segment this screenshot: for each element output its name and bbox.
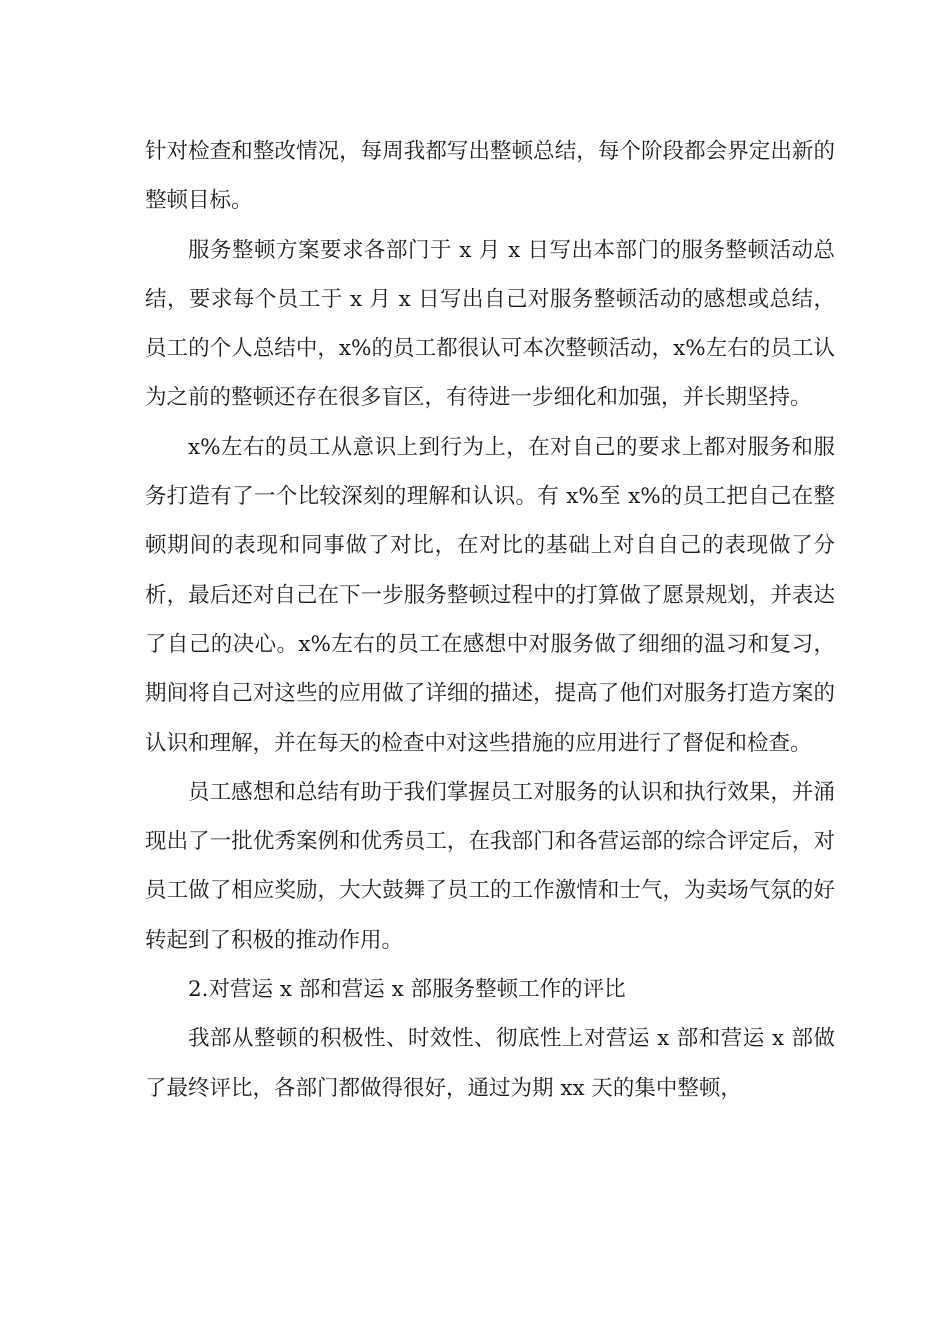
paragraph-feedback-effect: 员工感想和总结有助于我们掌握员工对服务的认识和执行效果，并涌现出了一批优秀案例和优秀员工，在我部门和各营运部的综合评定后，对员工做了相应奖励，大大鼓舞了员工的工作激情和士气，为卖场气氛的好转起到了积极的推动作用。	[145, 779, 835, 953]
section-heading: 2.对营运 x 部和营运 x 部服务整顿工作的评比	[188, 977, 626, 1003]
paragraph-employee-understanding: x%左右的员工从意识上到行为上，在对自己的要求上都对服务和服务打造有了一个比较深刻的理解和认识。有 x%至 x%的员工把自己在整顿期间的表现和同事做了对比，在对比的基础上对自自己的表现做了分析，最后还对自己在下一步服务整顿过程中的打算做了愿景规划，并表达了自己的决心。x%左右的员工在感想中对服务做了细细的温习和复习，期间将自己对这些的应用做了详细的描述，提高了他们对服务打造方案的认识和理解，并在每天的检查中对这些措施的应用进行了督促和检查。	[145, 434, 835, 756]
paragraph-summary-requirements: 服务整顿方案要求各部门于 x 月 x 日写出本部门的服务整顿活动总结，要求每个员工于 x 月 x 日写出自己对服务整顿活动的感想或总结，员工的个人总结中，x%的员工都很认可本次整顿活动，x%左右的员工认为之前的整顿还存在很多盲区，有待进一步细化和加强，并长期坚持。	[145, 237, 835, 411]
document-page	[145, 127, 835, 1113]
paragraph-continuation: 针对检查和整改情况，每周我都写出整顿总结，每个阶段都会界定出新的整顿目标。	[145, 139, 835, 214]
paragraph-evaluation: 我部从整顿的积极性、时效性、彻底性上对营运 x 部和营运 x 部做了最终评比，各部门都做得很好，通过为期 xx 天的集中整顿，	[145, 1026, 835, 1101]
